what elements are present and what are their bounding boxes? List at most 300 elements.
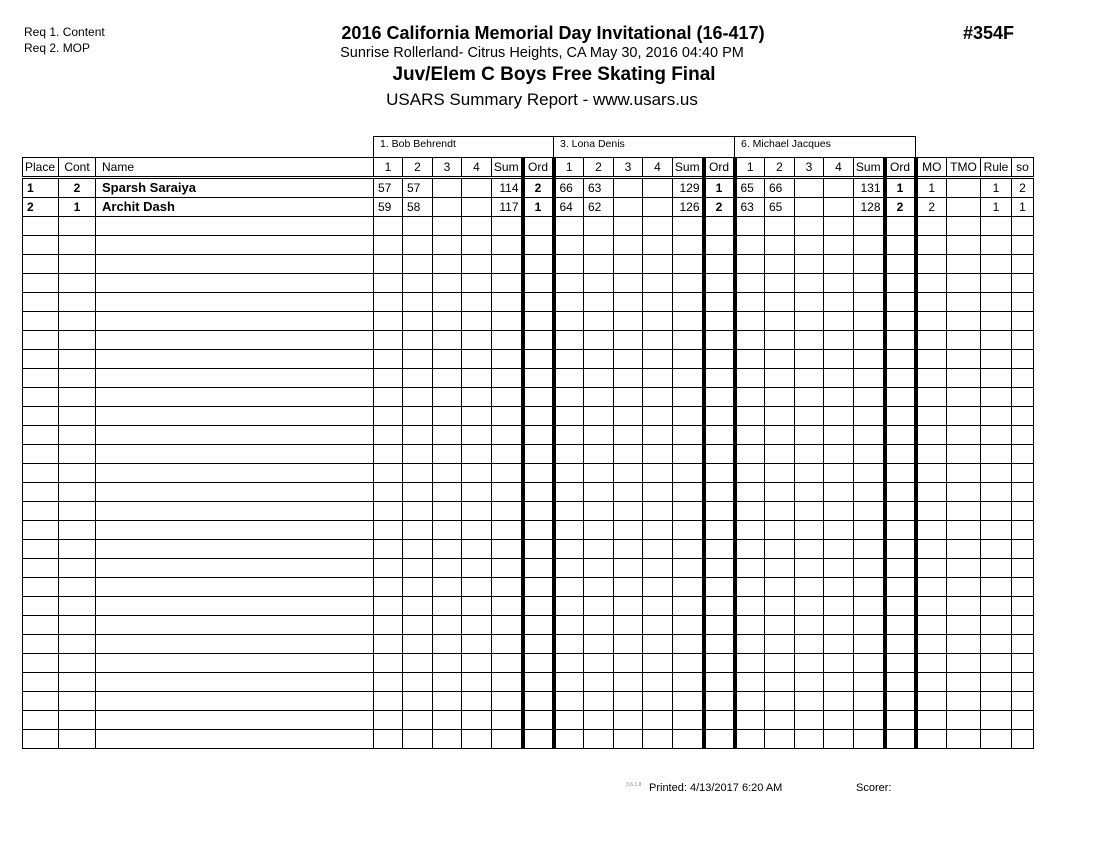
- empty-cell: [765, 616, 795, 635]
- empty-cell: [374, 331, 403, 350]
- rule: 1: [981, 198, 1012, 217]
- empty-cell: [433, 597, 462, 616]
- empty-cell: [492, 635, 523, 654]
- empty-cell: [523, 597, 554, 616]
- empty-cell: [735, 673, 765, 692]
- empty-cell: [704, 597, 735, 616]
- empty-cell: [492, 255, 523, 274]
- empty-cell: [554, 654, 584, 673]
- empty-cell: [854, 483, 885, 502]
- empty-cell: [403, 616, 433, 635]
- empty-cell: [374, 350, 403, 369]
- empty-cell: [23, 464, 59, 483]
- empty-cell: [96, 483, 374, 502]
- empty-cell: [735, 654, 765, 673]
- empty-cell: [704, 711, 735, 730]
- empty-cell: [673, 388, 704, 407]
- j3-score-3: [795, 178, 824, 198]
- empty-cell: [643, 483, 673, 502]
- empty-cell: [23, 331, 59, 350]
- empty-cell: [643, 559, 673, 578]
- empty-cell: [824, 255, 854, 274]
- empty-cell: [614, 236, 643, 255]
- empty-cell: [643, 540, 673, 559]
- event-title: Juv/Elem C Boys Free Skating Final: [392, 64, 716, 85]
- empty-cell: [673, 350, 704, 369]
- empty-cell: [981, 464, 1012, 483]
- empty-cell: [554, 407, 584, 426]
- empty-cell: [554, 502, 584, 521]
- empty-cell: [59, 673, 96, 692]
- empty-cell: [492, 331, 523, 350]
- empty-cell: [554, 255, 584, 274]
- empty-cell: [462, 445, 492, 464]
- empty-cell: [492, 578, 523, 597]
- empty-cell: [704, 616, 735, 635]
- empty-cell: [735, 217, 765, 236]
- empty-cell: [981, 502, 1012, 521]
- col-header-mo: MO: [916, 158, 947, 178]
- empty-cell: [374, 654, 403, 673]
- empty-cell: [947, 483, 981, 502]
- empty-cell: [462, 426, 492, 445]
- empty-cell: [885, 464, 916, 483]
- empty-cell: [643, 407, 673, 426]
- empty-row: [23, 673, 1034, 692]
- empty-cell: [795, 578, 824, 597]
- empty-cell: [643, 312, 673, 331]
- empty-cell: [584, 331, 614, 350]
- empty-cell: [96, 635, 374, 654]
- empty-cell: [374, 521, 403, 540]
- empty-cell: [614, 388, 643, 407]
- empty-cell: [795, 445, 824, 464]
- empty-cell: [854, 502, 885, 521]
- empty-cell: [614, 635, 643, 654]
- empty-cell: [643, 369, 673, 388]
- empty-cell: [23, 293, 59, 312]
- j2-ord: 2: [704, 198, 735, 217]
- empty-cell: [614, 369, 643, 388]
- empty-cell: [854, 654, 885, 673]
- empty-cell: [795, 388, 824, 407]
- empty-cell: [523, 236, 554, 255]
- empty-cell: [854, 426, 885, 445]
- empty-cell: [735, 350, 765, 369]
- empty-cell: [795, 730, 824, 749]
- empty-cell: [1012, 578, 1034, 597]
- empty-cell: [854, 369, 885, 388]
- empty-cell: [981, 730, 1012, 749]
- empty-cell: [824, 350, 854, 369]
- empty-cell: [96, 426, 374, 445]
- empty-cell: [523, 692, 554, 711]
- empty-cell: [59, 274, 96, 293]
- empty-cell: [523, 559, 554, 578]
- empty-cell: [492, 654, 523, 673]
- j1-col-3: 3: [433, 158, 462, 178]
- empty-cell: [96, 540, 374, 559]
- empty-cell: [492, 559, 523, 578]
- empty-cell: [23, 445, 59, 464]
- empty-cell: [374, 483, 403, 502]
- place: 1: [23, 178, 59, 198]
- empty-cell: [614, 502, 643, 521]
- empty-cell: [765, 217, 795, 236]
- empty-cell: [462, 540, 492, 559]
- empty-cell: [374, 445, 403, 464]
- j1-score-3: [433, 198, 462, 217]
- empty-cell: [735, 236, 765, 255]
- empty-cell: [492, 540, 523, 559]
- empty-cell: [824, 578, 854, 597]
- empty-cell: [643, 502, 673, 521]
- empty-cell: [947, 730, 981, 749]
- empty-row: [23, 255, 1034, 274]
- empty-cell: [523, 540, 554, 559]
- j1-col-4: 4: [462, 158, 492, 178]
- empty-cell: [1012, 464, 1034, 483]
- empty-cell: [584, 407, 614, 426]
- col-header-rule: Rule: [981, 158, 1012, 178]
- empty-cell: [523, 407, 554, 426]
- j2-score-3: [614, 178, 643, 198]
- col-header-so: so: [1012, 158, 1034, 178]
- empty-cell: [462, 350, 492, 369]
- empty-cell: [614, 426, 643, 445]
- empty-cell: [704, 673, 735, 692]
- empty-cell: [673, 635, 704, 654]
- empty-cell: [795, 616, 824, 635]
- empty-cell: [96, 407, 374, 426]
- empty-cell: [403, 654, 433, 673]
- empty-cell: [523, 616, 554, 635]
- empty-cell: [673, 445, 704, 464]
- empty-cell: [614, 730, 643, 749]
- empty-cell: [885, 616, 916, 635]
- empty-cell: [433, 464, 462, 483]
- rule: 1: [981, 178, 1012, 198]
- empty-cell: [916, 407, 947, 426]
- empty-cell: [403, 635, 433, 654]
- empty-cell: [614, 312, 643, 331]
- empty-cell: [403, 274, 433, 293]
- results-table: [22, 157, 1034, 749]
- j2-score-4: [643, 178, 673, 198]
- empty-cell: [824, 692, 854, 711]
- empty-cell: [523, 274, 554, 293]
- empty-cell: [735, 711, 765, 730]
- empty-cell: [795, 654, 824, 673]
- empty-cell: [1012, 255, 1034, 274]
- j1-col-sum: Sum: [492, 158, 523, 178]
- empty-cell: [673, 217, 704, 236]
- empty-cell: [824, 293, 854, 312]
- empty-cell: [433, 673, 462, 692]
- empty-cell: [947, 521, 981, 540]
- empty-cell: [947, 578, 981, 597]
- j3-col-2: 2: [765, 158, 795, 178]
- empty-cell: [824, 483, 854, 502]
- empty-cell: [374, 578, 403, 597]
- empty-cell: [643, 597, 673, 616]
- empty-cell: [673, 369, 704, 388]
- empty-cell: [916, 654, 947, 673]
- empty-cell: [947, 502, 981, 521]
- empty-cell: [643, 388, 673, 407]
- empty-cell: [403, 388, 433, 407]
- empty-cell: [947, 692, 981, 711]
- empty-cell: [554, 521, 584, 540]
- empty-cell: [981, 445, 1012, 464]
- j3-score-4: [824, 198, 854, 217]
- empty-cell: [554, 711, 584, 730]
- empty-cell: [584, 597, 614, 616]
- empty-cell: [584, 673, 614, 692]
- so: 2: [1012, 178, 1034, 198]
- empty-cell: [403, 331, 433, 350]
- empty-cell: [1012, 312, 1034, 331]
- empty-cell: [735, 426, 765, 445]
- empty-cell: [462, 502, 492, 521]
- empty-cell: [523, 654, 554, 673]
- empty-cell: [704, 559, 735, 578]
- empty-cell: [433, 293, 462, 312]
- empty-row: [23, 578, 1034, 597]
- empty-cell: [885, 255, 916, 274]
- empty-cell: [704, 692, 735, 711]
- empty-cell: [1012, 521, 1034, 540]
- empty-cell: [673, 540, 704, 559]
- empty-cell: [673, 654, 704, 673]
- empty-cell: [614, 711, 643, 730]
- empty-cell: [96, 654, 374, 673]
- empty-cell: [584, 540, 614, 559]
- empty-cell: [374, 597, 403, 616]
- mo: 2: [916, 198, 947, 217]
- empty-cell: [584, 559, 614, 578]
- empty-cell: [947, 559, 981, 578]
- empty-cell: [23, 654, 59, 673]
- empty-cell: [403, 521, 433, 540]
- empty-cell: [59, 654, 96, 673]
- empty-cell: [554, 464, 584, 483]
- empty-cell: [643, 445, 673, 464]
- empty-cell: [523, 711, 554, 730]
- empty-cell: [795, 635, 824, 654]
- empty-cell: [765, 445, 795, 464]
- empty-cell: [824, 407, 854, 426]
- j2-score-2: 62: [584, 198, 614, 217]
- empty-cell: [795, 426, 824, 445]
- empty-cell: [59, 369, 96, 388]
- empty-cell: [765, 673, 795, 692]
- empty-cell: [23, 502, 59, 521]
- j1-score-4: [462, 178, 492, 198]
- empty-cell: [735, 616, 765, 635]
- empty-cell: [765, 540, 795, 559]
- empty-cell: [433, 255, 462, 274]
- empty-cell: [854, 692, 885, 711]
- empty-cell: [735, 407, 765, 426]
- j2-score-1: 66: [554, 178, 584, 198]
- empty-cell: [403, 350, 433, 369]
- empty-cell: [824, 312, 854, 331]
- j3-col-4: 4: [824, 158, 854, 178]
- empty-cell: [795, 350, 824, 369]
- empty-cell: [704, 217, 735, 236]
- empty-cell: [885, 597, 916, 616]
- empty-cell: [981, 388, 1012, 407]
- empty-cell: [704, 255, 735, 274]
- empty-cell: [462, 730, 492, 749]
- empty-cell: [916, 616, 947, 635]
- empty-cell: [854, 673, 885, 692]
- empty-cell: [735, 502, 765, 521]
- empty-cell: [96, 559, 374, 578]
- empty-cell: [614, 673, 643, 692]
- empty-cell: [1012, 692, 1034, 711]
- empty-cell: [947, 331, 981, 350]
- empty-cell: [643, 730, 673, 749]
- empty-cell: [824, 331, 854, 350]
- empty-cell: [885, 331, 916, 350]
- empty-cell: [554, 483, 584, 502]
- mo: 1: [916, 178, 947, 198]
- empty-cell: [916, 597, 947, 616]
- j2-col-ord: Ord: [704, 158, 735, 178]
- empty-cell: [765, 236, 795, 255]
- empty-cell: [433, 274, 462, 293]
- empty-cell: [795, 464, 824, 483]
- empty-cell: [614, 445, 643, 464]
- empty-cell: [947, 540, 981, 559]
- j3-ord: 2: [885, 198, 916, 217]
- so: 1: [1012, 198, 1034, 217]
- empty-cell: [1012, 350, 1034, 369]
- empty-cell: [554, 350, 584, 369]
- empty-cell: [981, 559, 1012, 578]
- empty-cell: [1012, 635, 1034, 654]
- empty-cell: [947, 616, 981, 635]
- empty-cell: [824, 426, 854, 445]
- empty-cell: [23, 540, 59, 559]
- empty-cell: [1012, 293, 1034, 312]
- empty-cell: [795, 331, 824, 350]
- empty-row: [23, 350, 1034, 369]
- empty-cell: [23, 521, 59, 540]
- j2-col-4: 4: [643, 158, 673, 178]
- empty-cell: [462, 635, 492, 654]
- empty-cell: [795, 369, 824, 388]
- empty-cell: [735, 255, 765, 274]
- empty-cell: [374, 388, 403, 407]
- empty-cell: [492, 502, 523, 521]
- empty-cell: [614, 274, 643, 293]
- empty-cell: [584, 388, 614, 407]
- empty-cell: [492, 350, 523, 369]
- empty-cell: [492, 730, 523, 749]
- empty-cell: [462, 312, 492, 331]
- j1-score-2: 58: [403, 198, 433, 217]
- empty-cell: [1012, 445, 1034, 464]
- empty-cell: [1012, 236, 1034, 255]
- empty-cell: [765, 597, 795, 616]
- empty-cell: [824, 559, 854, 578]
- empty-cell: [96, 350, 374, 369]
- empty-row: [23, 312, 1034, 331]
- venue-line: Sunrise Rollerland- Citrus Heights, CA May 30, 2016 04:40 PM: [340, 45, 744, 61]
- empty-cell: [523, 369, 554, 388]
- empty-cell: [947, 654, 981, 673]
- empty-cell: [554, 597, 584, 616]
- empty-cell: [854, 559, 885, 578]
- empty-cell: [403, 502, 433, 521]
- empty-cell: [947, 369, 981, 388]
- empty-cell: [462, 255, 492, 274]
- empty-cell: [981, 350, 1012, 369]
- empty-cell: [492, 711, 523, 730]
- empty-cell: [374, 369, 403, 388]
- empty-cell: [462, 483, 492, 502]
- empty-cell: [23, 407, 59, 426]
- empty-cell: [523, 635, 554, 654]
- j2-score-1: 64: [554, 198, 584, 217]
- empty-cell: [981, 692, 1012, 711]
- empty-cell: [916, 521, 947, 540]
- empty-cell: [916, 445, 947, 464]
- j2-col-3: 3: [614, 158, 643, 178]
- empty-cell: [885, 293, 916, 312]
- empty-row: [23, 540, 1034, 559]
- empty-cell: [854, 217, 885, 236]
- empty-cell: [374, 692, 403, 711]
- empty-cell: [795, 312, 824, 331]
- empty-cell: [554, 635, 584, 654]
- empty-row: [23, 236, 1034, 255]
- empty-cell: [673, 293, 704, 312]
- empty-cell: [854, 293, 885, 312]
- empty-cell: [824, 521, 854, 540]
- empty-cell: [433, 711, 462, 730]
- empty-cell: [433, 483, 462, 502]
- empty-cell: [765, 388, 795, 407]
- empty-cell: [1012, 274, 1034, 293]
- empty-cell: [403, 426, 433, 445]
- empty-cell: [765, 692, 795, 711]
- empty-cell: [584, 502, 614, 521]
- place: 2: [23, 198, 59, 217]
- empty-cell: [492, 312, 523, 331]
- empty-row: [23, 388, 1034, 407]
- empty-cell: [824, 616, 854, 635]
- empty-cell: [1012, 407, 1034, 426]
- empty-cell: [492, 692, 523, 711]
- empty-cell: [462, 673, 492, 692]
- empty-cell: [885, 236, 916, 255]
- empty-cell: [735, 730, 765, 749]
- empty-cell: [554, 616, 584, 635]
- empty-cell: [59, 730, 96, 749]
- empty-cell: [23, 255, 59, 274]
- empty-cell: [492, 521, 523, 540]
- empty-cell: [854, 312, 885, 331]
- empty-cell: [735, 540, 765, 559]
- j1-sum: 117: [492, 198, 523, 217]
- empty-cell: [462, 654, 492, 673]
- empty-cell: [854, 578, 885, 597]
- empty-cell: [462, 236, 492, 255]
